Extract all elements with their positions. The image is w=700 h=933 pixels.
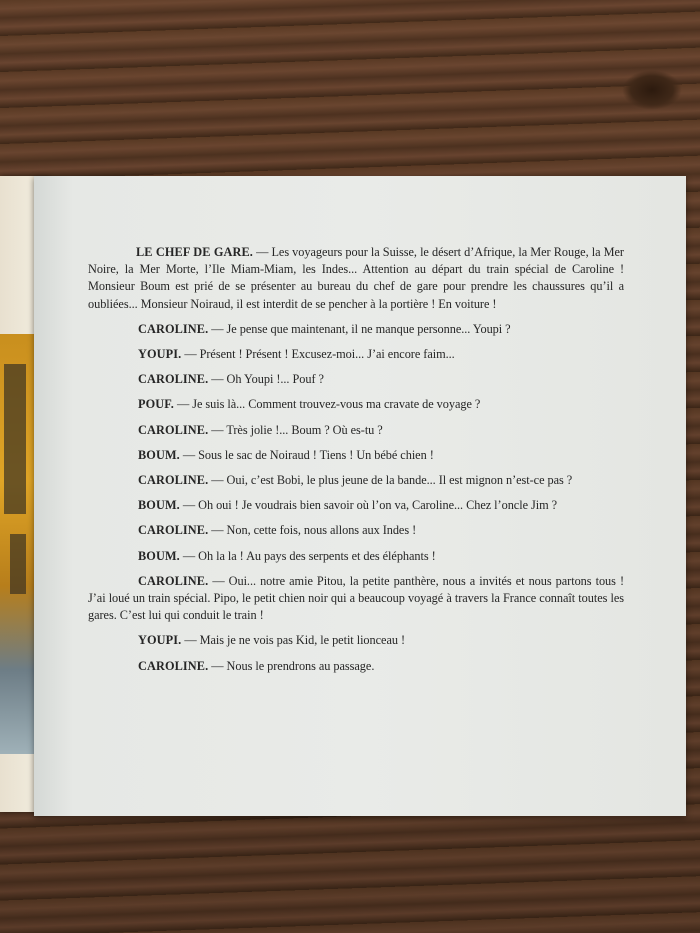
wood-knot [622,70,682,110]
dialogue-line: — Très jolie !... Boum ? Où es-tu ? [208,422,383,437]
speaker-name: CAROLINE. [138,372,209,387]
dialogue-paragraph [88,422,624,439]
speaker-name: BOUM. [138,498,180,513]
dialogue-line: — Sous le sac de Noiraud ! Tiens ! Un bébé chien ! [179,447,434,462]
dialogue-line: — Oh oui ! Je voudrais bien savoir où l’on va, Caroline... Chez l’oncle Jim ? [179,498,558,513]
illustration-window [10,534,26,594]
dialogue-paragraph [88,472,624,489]
dialogue-line: — Je pense que maintenant, il ne manque personne... Youpi ? [208,321,511,336]
dialogue-paragraph [88,522,624,539]
dialogue-line: — Mais je ne vois pas Kid, le petit lionceau ! [181,633,406,648]
dialogue-line: — Nous le prendrons au passage. [208,658,375,673]
dialogue-line: — Oh la la ! Au pays des serpents et des éléphants ! [179,548,436,563]
dialogue-paragraph [88,447,624,464]
speaker-name: CAROLINE. [138,658,209,673]
speaker-name: CAROLINE. [138,422,209,437]
dialogue-line: — Oui, c’est Bobi, le plus jeune de la bande... Il est mignon n’est-ce pas ? [208,473,573,488]
dialogue-paragraph [88,573,624,625]
speaker-name: CAROLINE. [138,573,209,588]
dialogue-paragraph [88,321,624,338]
dialogue-line: — Les voyageurs pour la Suisse, le désert d’Afrique, la Mer Rouge, la Mer Noire, la Mer Morte, l’Ile Miam-Miam, les Indes... Attention au départ du train spécial de Caroline ! Monsieur Boum est prié de se présenter au bureau du chef de gare pour prendre les chaussures qu’il a oubliées... Monsieur Noiraud, il est interdit de se pencher à la portière ! En voiture ! [88,245,624,311]
dialogue-paragraph [88,658,624,675]
dialogue-line: — Présent ! Présent ! Excusez-moi... J’ai encore faim... [181,347,455,362]
dialogue-line: — Je suis là... Comment trouvez-vous ma cravate de voyage ? [173,397,481,412]
dialogue-paragraph [88,396,624,413]
left-page-illustration [0,334,38,754]
speaker-name: YOUPI. [138,633,182,648]
dialogue-paragraph [88,548,624,565]
speaker-name: POUF. [138,397,174,412]
dialogue-line: — Non, cette fois, nous allons aux Indes ! [208,523,417,538]
book-page [34,176,686,816]
speaker-name: YOUPI. [138,347,182,362]
speaker-name: CAROLINE. [138,473,209,488]
dialogue-paragraph [88,371,624,388]
speaker-name: CAROLINE. [138,523,209,538]
illustration-window [4,364,26,514]
dialogue-paragraph [88,244,624,313]
dialogue-paragraph [88,346,624,363]
speaker-name: BOUM. [138,548,180,563]
dialogue-text [88,244,624,683]
speaker-name: BOUM. [138,447,180,462]
speaker-name: LE CHEF DE GARE. [136,245,253,259]
speaker-name: CAROLINE. [138,321,209,336]
dialogue-paragraph [88,497,624,514]
dialogue-paragraph [88,632,624,649]
dialogue-line: — Oui... notre amie Pitou, la petite panthère, nous a invités et nous partons tous ! J’ai loué un train spécial. Pipo, le petit chien noir qui a beaucoup voyagé à travers la France connaît toutes les gares. C’est lui qui conduit le train ! [88,573,624,623]
dialogue-line: — Oh Youpi !... Pouf ? [208,372,324,387]
